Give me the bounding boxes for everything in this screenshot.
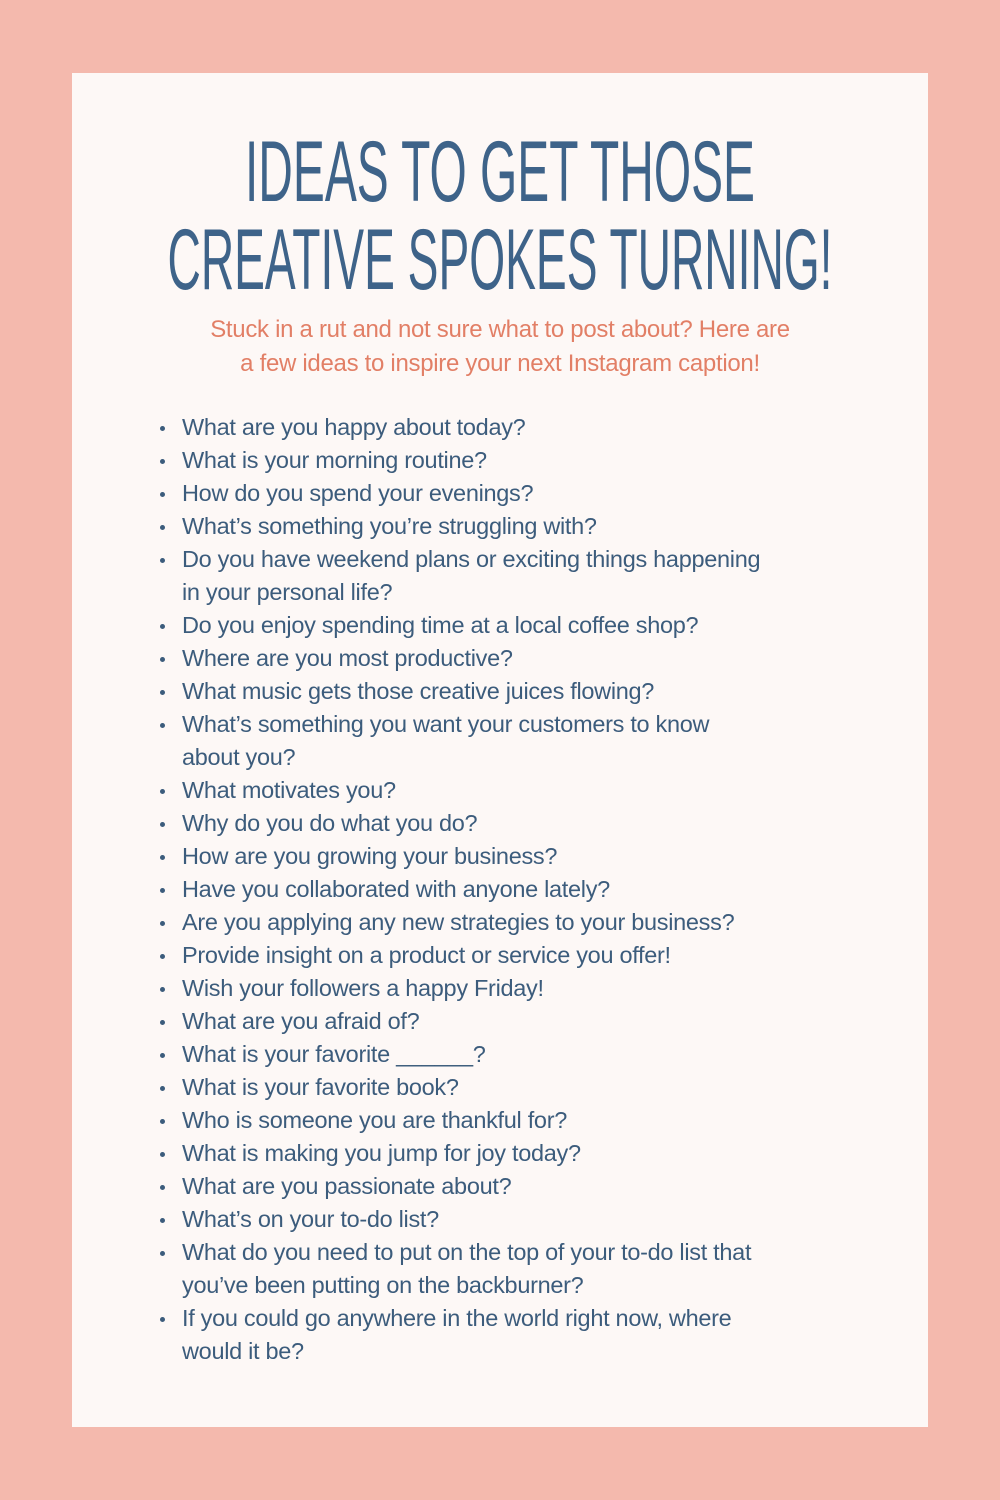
- list-item: [160, 1203, 860, 1236]
- list-item-text: What motivates you?: [182, 777, 396, 803]
- bullet-icon: [160, 1251, 165, 1256]
- subtitle-line-2: a few ideas to inspire your next Instagram caption!: [240, 350, 760, 377]
- bullet-icon: [160, 789, 165, 794]
- list-item-text: Who is someone you are thankful for?: [182, 1107, 567, 1133]
- list-item: [160, 840, 860, 873]
- list-item: [160, 906, 860, 939]
- list-item: [160, 1038, 860, 1071]
- list-item: [160, 675, 860, 708]
- list-item: [160, 510, 860, 543]
- list-item: [160, 807, 860, 840]
- list-item: [160, 939, 860, 972]
- list-item-text: What’s on your to-do list?: [182, 1206, 439, 1232]
- list-item-text: What is your favorite ______?: [182, 1041, 486, 1067]
- bullet-icon: [160, 492, 165, 497]
- bullet-icon: [160, 921, 165, 926]
- bullet-icon: [160, 657, 165, 662]
- list-item: [160, 1236, 860, 1302]
- list-item: [160, 609, 860, 642]
- list-item: [160, 873, 860, 906]
- list-item: [160, 1137, 860, 1170]
- list-item-text: What’s something you want your customers to know about you?: [182, 711, 710, 770]
- list-item-text: What is your morning routine?: [182, 447, 487, 473]
- bullet-icon: [160, 1020, 165, 1025]
- list-item: [160, 972, 860, 1005]
- bullet-icon: [160, 888, 165, 893]
- list-item: [160, 1071, 860, 1104]
- poster-card: [72, 73, 928, 1427]
- bullet-icon: [160, 1218, 165, 1223]
- bullet-icon: [160, 723, 165, 728]
- list-item-text: Are you applying any new strategies to your business?: [182, 909, 735, 935]
- title-line-2: CREATIVE SPOKES TURNING!: [167, 212, 833, 307]
- subtitle-line-1: Stuck in a rut and not sure what to post about? Here are: [210, 316, 790, 343]
- list-item: [160, 1104, 860, 1137]
- bullet-icon: [160, 1317, 165, 1322]
- bullet-icon: [160, 1119, 165, 1124]
- subtitle: [120, 313, 880, 381]
- list-item-text: What’s something you’re struggling with?: [182, 513, 597, 539]
- bullet-icon: [160, 1185, 165, 1190]
- list-item-text: What are you passionate about?: [182, 1173, 512, 1199]
- ideas-list: [160, 411, 860, 1368]
- list-item-text: Do you have weekend plans or exciting things happening in your personal life?: [182, 546, 761, 605]
- list-item-text: What music gets those creative juices flowing?: [182, 678, 655, 704]
- list-item: [160, 708, 860, 774]
- list-item-text: Why do you do what you do?: [182, 810, 478, 836]
- list-item: [160, 1302, 860, 1368]
- list-item: [160, 411, 860, 444]
- bullet-icon: [160, 525, 165, 530]
- list-item: [160, 1170, 860, 1203]
- list-item-text: Where are you most productive?: [182, 645, 513, 671]
- list-item-text: How do you spend your evenings?: [182, 480, 534, 506]
- list-item-text: What is your favorite book?: [182, 1074, 459, 1100]
- list-item-text: Do you enjoy spending time at a local coffee shop?: [182, 612, 699, 638]
- list-item: [160, 444, 860, 477]
- bullet-icon: [160, 426, 165, 431]
- bullet-icon: [160, 690, 165, 695]
- bullet-icon: [160, 1086, 165, 1091]
- page-title: [72, 131, 928, 307]
- bullet-icon: [160, 558, 165, 563]
- bullet-icon: [160, 624, 165, 629]
- list-item: [160, 642, 860, 675]
- list-item-text: Wish your followers a happy Friday!: [182, 975, 544, 1001]
- list-item: [160, 477, 860, 510]
- list-item: [160, 1005, 860, 1038]
- bullet-icon: [160, 822, 165, 827]
- list-item-text: If you could go anywhere in the world right now, where would it be?: [182, 1305, 732, 1364]
- list-item-text: What do you need to put on the top of your to-do list that you’ve been putting on the backburner?: [182, 1239, 752, 1298]
- bullet-icon: [160, 1053, 165, 1058]
- list-item: [160, 774, 860, 807]
- bullet-icon: [160, 987, 165, 992]
- title-line-1: IDEAS TO GET THOSE: [245, 131, 755, 220]
- list-item: [160, 543, 860, 609]
- bullet-icon: [160, 855, 165, 860]
- bullet-icon: [160, 1152, 165, 1157]
- list-item-text: What are you afraid of?: [182, 1008, 420, 1034]
- list-item-text: Provide insight on a product or service you offer!: [182, 942, 671, 968]
- list-item-text: Have you collaborated with anyone lately?: [182, 876, 610, 902]
- bullet-icon: [160, 954, 165, 959]
- list-item-text: What are you happy about today?: [182, 414, 526, 440]
- bullet-icon: [160, 459, 165, 464]
- list-item-text: How are you growing your business?: [182, 843, 558, 869]
- list-item-text: What is making you jump for joy today?: [182, 1140, 581, 1166]
